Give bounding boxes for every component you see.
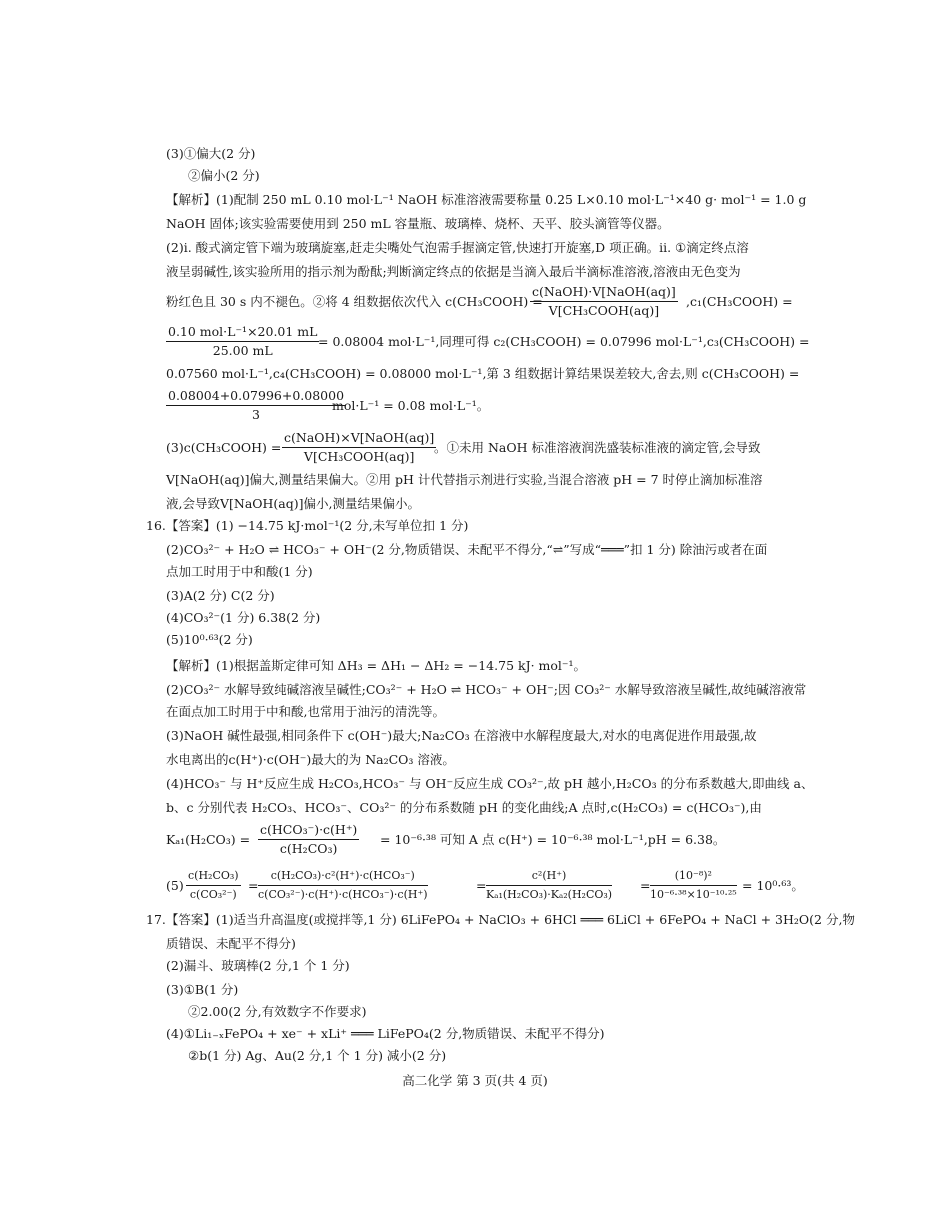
fraction-denominator: Kₐ₁(H₂CO₃)·Kₐ₂(H₂CO₃) [486, 888, 613, 901]
fraction-concentration-formula [282, 430, 436, 465]
fraction-ka1 [258, 822, 359, 857]
answer-line: 17.【答案】(1)适当升高温度(或搅拌等,1 分) 6LiFePO₄ + NaClO₃ + 6HCl ═══ 6LiCl + 6FePO₄ + NaCl + 3H₂O(2 分,物 [146, 912, 855, 927]
analysis-line: NaOH 固体;该实验需要使用到 250 mL 容量瓶、玻璃棒、烧杯、天平、胶头滴管等仪器。 [166, 216, 670, 231]
fraction-numerator: 0.08004+0.07996+0.08000 [166, 388, 346, 406]
fraction-numeric [650, 868, 737, 903]
analysis-line: (2)i. 酸式滴定管下端为玻璃旋塞,赶走尖嘴处气泡需手握滴定管,快速打开旋塞,D 项正确。ii. ①滴定终点溶 [166, 240, 749, 255]
equals-sign: = [248, 878, 259, 893]
fraction-denominator: V[CH₃COOH(aq)] [303, 449, 415, 464]
analysis-line: mol·L⁻¹ = 0.08 mol·L⁻¹。 [332, 398, 490, 413]
fraction-constants [486, 868, 612, 903]
fraction-denominator: c(CO₃²⁻) [189, 888, 237, 901]
fraction-denominator: c(H₂CO₃) [279, 841, 338, 856]
answer-line: (3)①B(1 分) [166, 982, 239, 997]
analysis-line: ,c₁(CH₃COOH) = [686, 294, 793, 309]
fraction-numerator: (10⁻⁸)² [650, 868, 737, 886]
analysis-line: (3)c(CH₃COOH) = [166, 440, 282, 455]
answer-line: (5)10⁰·⁶³(2 分) [166, 632, 253, 647]
answer-line: 点加工时用于中和酸(1 分) [166, 564, 313, 579]
answer-line: 16.【答案】(1) −14.75 kJ·mol⁻¹(2 分,未写单位扣 1 分) [146, 518, 469, 533]
fraction-numerator: c(HCO₃⁻)·c(H⁺) [258, 822, 359, 840]
answer-line: (3)A(2 分) C(2 分) [166, 588, 275, 603]
fraction-numerator: 0.10 mol·L⁻¹×20.01 mL [166, 324, 319, 342]
analysis-line: = 0.08004 mol·L⁻¹,同理可得 c₂(CH₃COOH) = 0.07996 mol·L⁻¹,c₃(CH₃COOH) = [318, 334, 810, 349]
analysis-line: 液,会导致V[NaOH(aq)]偏小,测量结果偏小。 [166, 496, 420, 511]
analysis-line: 【解析】(1)根据盖斯定律可知 ΔH₃ = ΔH₁ − ΔH₂ = −14.75 kJ· mol⁻¹。 [166, 658, 587, 673]
fraction-denominator: 25.00 mL [212, 343, 273, 358]
analysis-line: 液呈弱碱性,该实验所用的指示剂为酚酞;判断滴定终点的依据是当滴入最后半滴标准溶液,溶液由无色变为 [166, 264, 741, 279]
analysis-line: = 10⁰·⁶³。 [742, 878, 804, 893]
fraction-expanded [258, 868, 428, 903]
fraction-concentration-formula [530, 284, 678, 319]
analysis-line: (4)HCO₃⁻ 与 H⁺反应生成 H₂CO₃,HCO₃⁻ 与 OH⁻反应生成 CO₃²⁻,故 pH 越小,H₂CO₃ 的分布系数越大,即曲线 a、 [166, 776, 814, 791]
analysis-line: 【解析】(1)配制 250 mL 0.10 mol·L⁻¹ NaOH 标准溶液需要称量 0.25 L×0.10 mol·L⁻¹×40 g· mol⁻¹ = 1.0 g [166, 192, 807, 207]
analysis-line: 。①未用 NaOH 标准溶液润洗盛装标准液的滴定管,会导致 [434, 440, 761, 455]
fraction-denominator: 3 [252, 407, 260, 422]
analysis-line: 粉红色且 30 s 内不褪色。②将 4 组数据依次代入 c(CH₃COOH) = [166, 294, 543, 309]
answer-line: 质错误、未配平不得分) [166, 936, 296, 951]
answer-line: ②偏小(2 分) [188, 168, 260, 183]
analysis-line: b、c 分别代表 H₂CO₃、HCO₃⁻、CO₃²⁻ 的分布系数随 pH 的变化曲线;A 点时,c(H₂CO₃) = c(HCO₃⁻),由 [166, 800, 762, 815]
answer-line: (4)CO₃²⁻(1 分) 6.38(2 分) [166, 610, 321, 625]
answer-line: (4)①Li₁₋ₓFePO₄ + xe⁻ + xLi⁺ ═══ LiFePO₄(2 分,物质错误、未配平不得分) [166, 1026, 605, 1041]
page-footer: 高二化学 第 3 页(共 4 页) [402, 1073, 548, 1088]
fraction-numerator: c(H₂CO₃) [186, 868, 241, 886]
analysis-line: (3)NaOH 碱性最强,相同条件下 c(OH⁻)最大;Na₂CO₃ 在溶液中水解程度最大,对水的电离促进作用最强,故 [166, 728, 757, 743]
analysis-line: 水电离出的c(H⁺)·c(OH⁻)最大的为 Na₂CO₃ 溶液。 [166, 752, 455, 767]
answer-line: (2)漏斗、玻璃棒(2 分,1 个 1 分) [166, 958, 350, 973]
analysis-line: 在面点加工时用于中和酸,也常用于油污的清洗等。 [166, 704, 445, 719]
answer-line: ②2.00(2 分,有效数字不作要求) [188, 1004, 367, 1019]
analysis-line: (5) [166, 878, 184, 893]
fraction-numerator: c(NaOH)·V[NaOH(aq)] [530, 284, 678, 302]
analysis-line: = 10⁻⁶·³⁸ 可知 A 点 c(H⁺) = 10⁻⁶·³⁸ mol·L⁻¹,pH = 6.38。 [380, 832, 726, 847]
equals-sign: = [640, 878, 651, 893]
fraction-denominator: c(CO₃²⁻)·c(H⁺)·c(HCO₃⁻)·c(H⁺) [258, 888, 428, 901]
fraction-c1-calculation [166, 324, 319, 359]
analysis-line: Kₐ₁(H₂CO₃) = [166, 832, 251, 847]
fraction-denominator: V[CH₃COOH(aq)] [548, 303, 660, 318]
fraction-numerator: c²(H⁺) [486, 868, 612, 886]
equals-sign: = [476, 878, 487, 893]
analysis-line: (2)CO₃²⁻ 水解导致纯碱溶液呈碱性;CO₃²⁻ + H₂O ⇌ HCO₃⁻ + OH⁻;因 CO₃²⁻ 水解导致溶液呈碱性,故纯碱溶液常 [166, 682, 807, 697]
fraction-numerator: c(H₂CO₃)·c²(H⁺)·c(HCO₃⁻) [258, 868, 428, 886]
analysis-line: V[NaOH(aq)]偏大,测量结果偏大。②用 pH 计代替指示剂进行实验,当混合溶液 pH = 7 时停止滴加标准溶 [166, 472, 763, 487]
fraction-average [166, 388, 346, 423]
fraction-ratio [186, 868, 241, 903]
fraction-numerator: c(NaOH)×V[NaOH(aq)] [282, 430, 436, 448]
analysis-line: 0.07560 mol·L⁻¹,c₄(CH₃COOH) = 0.08000 mol·L⁻¹,第 3 组数据计算结果误差较大,舍去,则 c(CH₃COOH) = [166, 366, 800, 381]
answer-line: ②b(1 分) Ag、Au(2 分,1 个 1 分) 减小(2 分) [188, 1048, 447, 1063]
answer-line: (3)①偏大(2 分) [166, 146, 256, 161]
fraction-denominator: 10⁻⁶·³⁸×10⁻¹⁰·²⁵ [650, 888, 737, 901]
answer-line: (2)CO₃²⁻ + H₂O ⇌ HCO₃⁻ + OH⁻(2 分,物质错误、未配平不得分,“⇌”写成“═══”扣 1 分) 除油污或者在面 [166, 542, 768, 557]
